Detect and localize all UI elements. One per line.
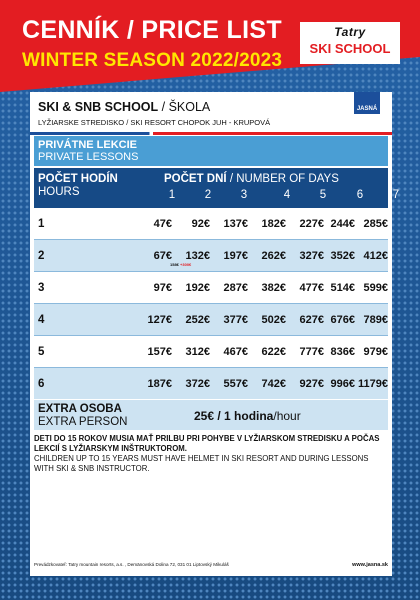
- small-note-a: 158€: [170, 262, 179, 267]
- price-cell: 514€: [330, 282, 355, 294]
- table-row: [34, 336, 388, 367]
- hours-header-en: HOURS: [38, 186, 80, 198]
- extra-price-rest: /hour: [273, 409, 301, 423]
- price-cell: 382€: [261, 282, 286, 294]
- extra-person-label-en: EXTRA PERSON: [38, 416, 128, 428]
- price-cell: 97€: [153, 282, 172, 294]
- price-cell: 599€: [363, 282, 388, 294]
- footer: [34, 562, 388, 567]
- website-link[interactable]: www.jasna.sk: [352, 562, 388, 568]
- logo-bottom-text: SKI SCHOOL: [309, 41, 391, 56]
- table-row: [34, 272, 388, 303]
- days-header: [164, 173, 339, 185]
- price-cell: 412€: [363, 250, 388, 262]
- color-divider: [30, 132, 392, 135]
- price-cell: 676€: [330, 314, 355, 326]
- price-cell: 157€: [147, 346, 172, 358]
- small-note-b: +300€: [180, 262, 192, 267]
- price-cell: 327€: [299, 250, 324, 262]
- price-cell: 127€: [147, 314, 172, 326]
- price-cell: 137€: [223, 218, 248, 230]
- price-cell: 979€: [363, 346, 388, 358]
- extra-person-label-sk: EXTRA OSOBA: [38, 403, 122, 415]
- section-header: [34, 136, 388, 166]
- price-cell: 372€: [185, 378, 210, 390]
- price-cell: 252€: [185, 314, 210, 326]
- day-number: 2: [204, 189, 212, 201]
- price-cell: 285€: [363, 218, 388, 230]
- page-title: CENNÍK / PRICE LIST: [22, 16, 282, 44]
- price-cell: 262€: [261, 250, 286, 262]
- price-cell: 502€: [261, 314, 286, 326]
- price-cell: 187€: [147, 378, 172, 390]
- price-cell: 312€: [185, 346, 210, 358]
- price-cell: 477€: [299, 282, 324, 294]
- price-cell: 789€: [363, 314, 388, 326]
- row-hours: 1: [38, 218, 45, 230]
- price-cell: 1179€: [358, 378, 388, 390]
- logo-top-text: Tatry: [334, 25, 366, 39]
- extra-person-row: [34, 400, 388, 430]
- day-number: 5: [319, 189, 327, 201]
- section-title-en: PRIVATE LESSONS: [38, 151, 139, 163]
- row-hours: 2: [38, 250, 45, 262]
- price-cell: 627€: [299, 314, 324, 326]
- jasna-logo: JASNÁ: [354, 92, 380, 114]
- price-cell: 197€: [223, 250, 248, 262]
- resort-line: LYŽIARSKE STREDISKO / SKI RESORT CHOPOK JUH - KRUPOVÁ: [38, 118, 271, 127]
- price-cell: 287€: [223, 282, 248, 294]
- school-name: [38, 100, 210, 114]
- price-cell: 244€: [330, 218, 355, 230]
- days-header-sk: POČET DNÍ: [164, 173, 227, 185]
- helmet-warning: [34, 434, 388, 474]
- hours-header-sk: POČET HODÍN: [38, 173, 118, 185]
- operator-text: Prevádzkovateľ: Tatry mountain resorts, a.s. , Demänovská Dolina 72, 031 01 Liptovský Mikuláš: [34, 562, 229, 567]
- section-title-sk: PRIVÁTNE LEKCIE: [38, 139, 138, 151]
- tatry-ski-school-logo: [300, 22, 400, 64]
- price-cell: 742€: [261, 378, 286, 390]
- price-cell: 67€: [153, 250, 172, 262]
- table-row: [34, 240, 388, 271]
- school-name-rest: / ŠKOLA: [158, 100, 211, 114]
- price-cell: 996€: [330, 378, 355, 390]
- price-cell: 927€: [299, 378, 324, 390]
- price-cell: 182€: [261, 218, 286, 230]
- table-row: [34, 368, 388, 399]
- price-cell: 557€: [223, 378, 248, 390]
- school-name-bold: SKI & SNB SCHOOL: [38, 100, 159, 114]
- days-header-en: / NUMBER OF DAYS: [226, 173, 339, 185]
- day-number: 3: [240, 189, 248, 201]
- price-cell: 777€: [299, 346, 324, 358]
- row-hours: 3: [38, 282, 45, 294]
- price-cell: 92€: [191, 218, 210, 230]
- extra-person-price: [194, 409, 301, 423]
- price-cell: 352€: [330, 250, 355, 262]
- table-row: [34, 208, 388, 239]
- day-number: 6: [356, 189, 364, 201]
- season-subtitle: WINTER SEASON 2022/2023: [22, 50, 283, 71]
- row-hours: 6: [38, 378, 45, 390]
- price-cell: 377€: [223, 314, 248, 326]
- small-note: [170, 262, 191, 267]
- price-cell: 132€: [185, 250, 210, 262]
- price-cell: 622€: [261, 346, 286, 358]
- extra-price-bold: 25€ / 1 hodina: [194, 409, 274, 423]
- price-cell: 836€: [330, 346, 355, 358]
- price-card: [30, 92, 400, 576]
- day-number: 7: [392, 189, 400, 201]
- price-cell: 227€: [299, 218, 324, 230]
- day-number: 4: [283, 189, 291, 201]
- table-row: [34, 304, 388, 335]
- price-cell: 467€: [223, 346, 248, 358]
- table-header: [34, 168, 400, 208]
- helmet-warning-sk: DETI DO 15 ROKOV MUSIA MAŤ PRILBU PRI POHYBE V LYŽIARSKOM STREDISKU A POČAS LEKCIÍ S LYŽIARSKYM INŠTRUKTOROM.: [34, 434, 380, 453]
- price-cell: 47€: [153, 218, 172, 230]
- price-cell: 192€: [185, 282, 210, 294]
- day-number: 1: [168, 189, 176, 201]
- row-hours: 4: [38, 314, 45, 326]
- row-hours: 5: [38, 346, 45, 358]
- helmet-warning-en: CHILDREN UP TO 15 YEARS MUST HAVE HELMET IN SKI RESORT AND DURING LESSONS WITH SKI & SNB INSTRUCTOR.: [34, 454, 369, 473]
